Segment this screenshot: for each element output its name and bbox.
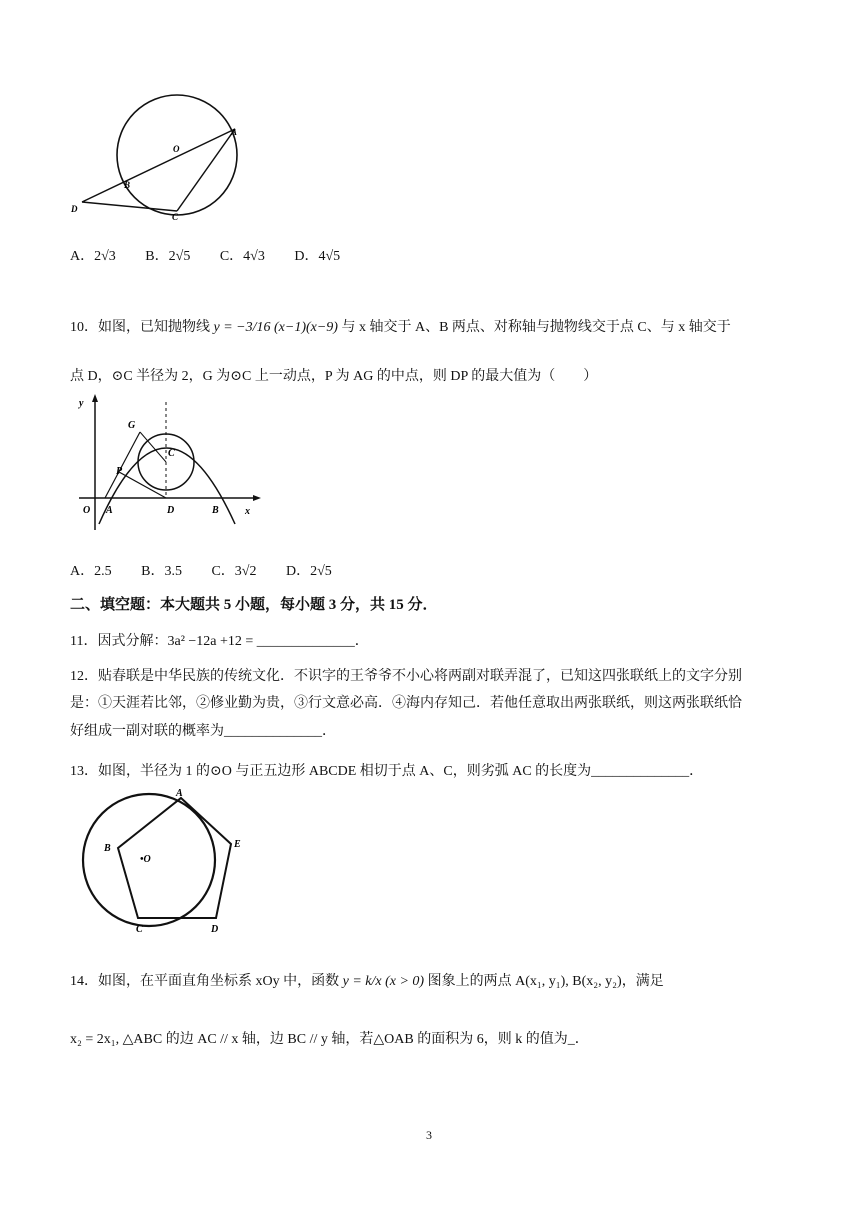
q10-label-p: P	[116, 466, 123, 477]
q10-label-x: x	[245, 506, 250, 517]
q9-option-b: B．2√5	[145, 249, 191, 264]
q9-figure	[65, 92, 250, 227]
q9-option-a: A．2√3	[70, 249, 116, 264]
q11-text: 11．因式分解：3a² −12a +12 = ______________．	[70, 634, 369, 649]
q10-option-d: D．2√5	[286, 564, 332, 579]
q10-number: 10．	[70, 320, 98, 335]
q10-option-b: B．3.5	[141, 564, 182, 579]
q10-option-c: C．3√2	[211, 564, 257, 579]
q10-option-a: A．2.5	[70, 564, 112, 579]
q9-label-b: B	[124, 180, 131, 190]
q14-line2: x₂ = 2x₁, △ABC 的边 AC // x 轴，边 BC // y 轴，若△OAB 的面积为 6，则 k 的值为_．	[70, 1032, 589, 1047]
q10-text-a: 如图，已知抛物线	[98, 320, 210, 335]
q10-label-b: B	[212, 505, 219, 516]
q13-label-b: B	[104, 843, 111, 854]
q10-label-y: y	[79, 398, 84, 409]
section2-title: 二、填空题：本大题共 5 小题，每小题 3 分，共 15 分．	[70, 597, 438, 613]
q13-text: 13．如图，半径为 1 的⊙O 与正五边形 ABCDE 相切于点 A、C，则劣弧 AC 的长度为______________．	[70, 764, 704, 779]
q13-label-e: E	[234, 839, 241, 850]
q10-label-o: O	[83, 505, 91, 516]
q10-label-d: D	[167, 505, 175, 516]
q9-label-o: O	[173, 144, 180, 154]
q10-label-g: G	[128, 420, 136, 431]
q14-line1	[70, 970, 664, 990]
q14-formula: y = k/x (x > 0)	[342, 974, 425, 989]
q14-text-b: 图象上的两点 A(x₁, y₁), B(x₂, y₂)，满足	[427, 974, 664, 989]
q10-line1	[70, 316, 731, 336]
q13-label-d: D	[211, 924, 219, 935]
page-number: 3	[426, 1128, 432, 1142]
q13-label-a: A	[176, 788, 183, 799]
q9-label-a: A	[231, 127, 238, 137]
q10-label-c: C	[168, 448, 175, 459]
q9-option-c: C．4√3	[219, 249, 265, 264]
q10-label-a: A	[106, 505, 113, 516]
q10-figure	[75, 392, 265, 532]
q12-line3: 好组成一副对联的概率为______________．	[70, 724, 336, 739]
q9-option-d: D．4√5	[294, 249, 341, 264]
q10-formula: y = −3/16 (x−1)(x−9)	[213, 320, 338, 335]
q13-label-c: C	[136, 924, 143, 935]
q9-label-c: C	[172, 212, 179, 222]
q14-text-a: 14．如图，在平面直角坐标系 xOy 中，函数	[70, 974, 340, 989]
q12-line1: 12．贴春联是中华民族的传统文化．不识字的王爷爷不小心将两副对联弄混了，已知这四张联纸上的文字分别	[70, 669, 742, 684]
q10-text-b: 与 x 轴交于 A、B 两点、对称轴与抛物线交于点 C、与 x 轴交于	[341, 320, 731, 335]
q12-line2: 是：①天涯若比邻，②修业勤为贵，③行文意必高．④海内存知己．若他任意取出两张联纸，则这两张联纸恰	[70, 696, 742, 711]
q13-figure	[76, 788, 256, 938]
q13-label-o: •O	[140, 854, 151, 865]
q9-label-d: D	[71, 204, 78, 214]
q10-options	[70, 560, 358, 580]
q10-line2: 点 D，⊙C 半径为 2，G 为⊙C 上一动点，P 为 AG 的中点，则 DP 的最大值为（ ）	[70, 369, 598, 384]
q9-options	[70, 245, 366, 265]
